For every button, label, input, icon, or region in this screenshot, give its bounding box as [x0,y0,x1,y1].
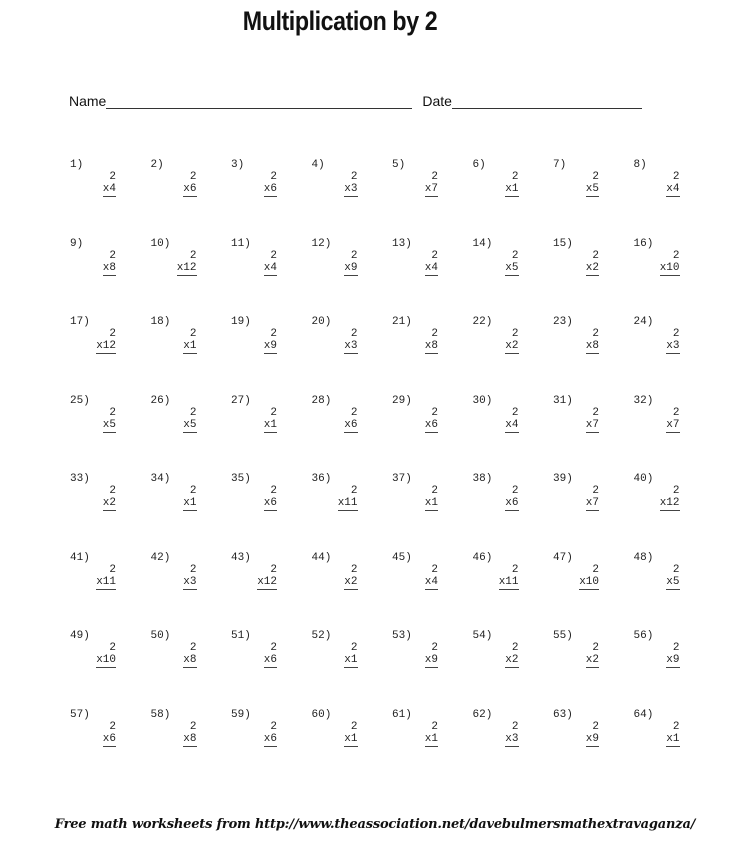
multiplier: x2 [585,654,599,666]
problem-item [392,238,452,288]
problem-number: 7) [553,159,567,171]
problem-item [70,552,130,602]
problem-item [70,709,130,759]
multiplier: x6 [263,654,277,666]
multiplicand: 2 [511,406,519,419]
multiplicand: 2 [672,171,680,183]
problem-item [473,709,533,759]
problem-number: 17) [70,316,90,328]
problem-number: 39) [553,473,573,485]
problem-number: 10) [150,237,171,250]
problem-item [392,552,452,602]
problem-item [151,552,211,602]
problem-number: 30) [472,394,493,407]
multiplier: x4 [102,183,116,195]
problem-number: 31) [553,394,573,407]
multiplier: x11 [498,575,519,588]
multiplicand: 2 [511,249,519,262]
multiplicand: 2 [672,642,680,654]
multiplier: x2 [505,340,519,352]
multiplier: x9 [263,340,277,352]
multiplicand: 2 [511,720,519,733]
multiplicand: 2 [109,406,116,419]
multiplicand: 2 [511,328,519,340]
problem-item [70,630,130,680]
multiplicand: 2 [270,328,277,340]
problem-number: 19) [231,316,251,328]
problem-item [634,316,694,366]
multiplier: x6 [344,418,358,431]
problem-item [392,709,452,759]
multiplier: x1 [344,732,358,745]
problem-item [231,709,291,759]
problem-number: 13) [392,237,412,250]
problem-item [553,473,613,523]
multiplier: x1 [505,183,519,195]
multiplicand: 2 [672,249,680,262]
multiplier: x3 [183,575,197,588]
problem-number: 50) [150,630,171,642]
problem-number: 48) [633,551,654,564]
problem-item [634,159,694,209]
multiplicand: 2 [350,328,358,340]
problem-number: 40) [633,473,654,485]
multiplier: x7 [666,418,680,431]
problem-number: 14) [472,237,493,250]
problem-number: 42) [150,551,171,564]
problem-number: 38) [472,473,493,485]
multiplier: x8 [585,340,599,352]
problem-item [231,630,291,680]
multiplicand: 2 [189,249,197,262]
multiplier: x1 [666,732,680,745]
multiplier: x7 [585,418,599,431]
problem-item [151,473,211,523]
problem-number: 21) [392,316,412,328]
problem-item [553,238,613,288]
problem-item [151,238,211,288]
date-field[interactable] [452,96,642,109]
problem-number: 27) [231,394,251,407]
problem-number: 4) [311,159,325,171]
problem-number: 57) [70,708,90,721]
multiplier: x10 [659,261,680,274]
multiplicand: 2 [592,406,599,419]
multiplicand: 2 [431,249,438,262]
problem-number: 29) [392,394,412,407]
problem-number: 32) [633,394,654,407]
multiplicand: 2 [431,406,438,419]
problem-item [553,395,613,445]
multiplier: x8 [183,732,197,745]
problem-item [312,238,372,288]
multiplicand: 2 [350,563,358,576]
multiplier: x2 [585,261,599,274]
multiplier: x1 [263,418,277,431]
problem-item [70,159,130,209]
multiplier: x12 [96,340,116,352]
problem-item [231,473,291,523]
problem-number: 1) [70,159,84,171]
problem-item [553,630,613,680]
multiplicand: 2 [511,171,519,183]
multiplier: x5 [585,183,599,195]
problem-number: 8) [633,159,647,171]
multiplier: x6 [263,732,277,745]
multiplier: x4 [424,575,438,588]
problem-number: 25) [70,394,90,407]
problem-number: 16) [633,237,654,250]
multiplicand: 2 [270,642,277,654]
multiplicand: 2 [189,720,197,733]
multiplicand: 2 [350,406,358,419]
multiplicand: 2 [431,563,438,576]
multiplicand: 2 [109,171,116,183]
problem-number: 24) [633,316,654,328]
problem-item [312,395,372,445]
multiplier: x4 [424,261,438,274]
multiplier: x6 [183,183,197,195]
problem-item [231,159,291,209]
multiplier: x6 [102,732,116,745]
problem-item [634,395,694,445]
problem-number: 34) [150,473,171,485]
problem-item [634,552,694,602]
problem-number: 37) [392,473,412,485]
problem-number: 61) [392,708,412,721]
problem-item [473,552,533,602]
multiplier: x2 [505,654,519,666]
multiplicand: 2 [109,328,116,340]
multiplicand: 2 [672,485,680,497]
multiplicand: 2 [592,642,599,654]
multiplicand: 2 [270,485,277,497]
problem-item [392,316,452,366]
problem-item [312,709,372,759]
multiplier: x1 [183,497,197,509]
problem-item [70,316,130,366]
name-label: Name [69,93,107,109]
multiplicand: 2 [109,485,116,497]
problem-number: 56) [633,630,654,642]
multiplicand: 2 [511,485,519,497]
multiplicand: 2 [350,720,358,733]
problem-item [312,159,372,209]
problem-number: 63) [553,708,573,721]
multiplicand: 2 [270,249,277,262]
problem-number: 35) [231,473,251,485]
problem-number: 3) [231,159,245,171]
problem-item [473,395,533,445]
problem-number: 26) [150,394,171,407]
problem-number: 46) [472,551,493,564]
problem-item [151,395,211,445]
problem-number: 45) [392,551,412,564]
multiplier: x4 [666,183,680,195]
page-title: Multiplication by 2 [242,6,438,36]
problem-number: 41) [70,551,90,564]
multiplier: x7 [424,183,438,195]
problem-item [473,238,533,288]
problem-number: 9) [70,237,84,250]
multiplier: x2 [102,497,116,509]
problem-item [312,473,372,523]
problem-item [553,709,613,759]
problem-number: 5) [392,159,406,171]
problem-item [473,473,533,523]
multiplicand: 2 [350,249,358,262]
multiplier: x1 [424,732,438,745]
multiplier: x9 [585,732,599,745]
problem-item [70,473,130,523]
problem-item [553,316,613,366]
multiplicand: 2 [672,563,680,576]
problem-item [151,630,211,680]
multiplier: x6 [424,418,438,431]
problem-number: 53) [392,630,412,642]
multiplier: x9 [666,654,680,666]
multiplicand: 2 [511,563,519,576]
multiplicand: 2 [189,563,197,576]
multiplicand: 2 [592,720,599,733]
problem-number: 2) [150,159,164,171]
problem-number: 51) [231,630,251,642]
multiplier: x6 [505,497,519,509]
problem-item [151,316,211,366]
problem-number: 55) [553,630,573,642]
multiplicand: 2 [511,642,519,654]
multiplicand: 2 [431,720,438,733]
multiplier: x5 [102,418,116,431]
problem-item [553,552,613,602]
multiplicand: 2 [431,171,438,183]
date-label: Date [422,93,452,109]
multiplier: x10 [579,575,599,588]
problem-number: 23) [553,316,573,328]
multiplier: x8 [424,340,438,352]
multiplicand: 2 [431,642,438,654]
multiplier: x12 [257,575,277,588]
multiplicand: 2 [109,249,116,262]
multiplicand: 2 [592,328,599,340]
multiplicand: 2 [672,406,680,419]
problem-number: 6) [472,159,486,171]
problem-item [231,316,291,366]
multiplier: x4 [263,261,277,274]
problem-item [151,709,211,759]
problem-item [312,630,372,680]
problem-number: 49) [70,630,90,642]
problem-item [231,552,291,602]
multiplicand: 2 [270,720,277,733]
problem-item [553,159,613,209]
multiplier: x5 [505,261,519,274]
problem-number: 59) [231,708,251,721]
name-field[interactable] [106,96,412,109]
problem-item [392,395,452,445]
problem-number: 62) [472,708,493,721]
problem-item [231,238,291,288]
multiplicand: 2 [109,720,116,733]
multiplier: x4 [505,418,519,431]
multiplier: x8 [102,261,116,274]
problem-item [70,238,130,288]
problem-number: 52) [311,630,332,642]
name-date-row [69,93,642,109]
multiplier: x9 [424,654,438,666]
multiplicand: 2 [431,328,438,340]
multiplier: x5 [183,418,197,431]
problem-item [151,159,211,209]
multiplicand: 2 [350,171,358,183]
multiplicand: 2 [672,720,680,733]
problem-number: 64) [633,708,654,721]
problem-number: 47) [553,551,573,564]
multiplicand: 2 [672,328,680,340]
problem-number: 15) [553,237,573,250]
problem-item [634,473,694,523]
multiplier: x11 [337,497,358,509]
problem-number: 58) [150,708,171,721]
multiplier: x5 [666,575,680,588]
problem-number: 20) [311,316,332,328]
problem-item [312,552,372,602]
multiplicand: 2 [189,328,197,340]
problem-item [473,159,533,209]
problem-item [473,630,533,680]
problem-item [473,316,533,366]
multiplicand: 2 [431,485,438,497]
problem-item [392,159,452,209]
multiplier: x1 [344,654,358,666]
multiplicand: 2 [189,642,197,654]
multiplicand: 2 [592,485,599,497]
problem-number: 44) [311,551,332,564]
problem-item [312,316,372,366]
multiplier: x9 [344,261,358,274]
multiplicand: 2 [270,406,277,419]
problem-item [634,630,694,680]
multiplicand: 2 [592,249,599,262]
multiplier: x3 [505,732,519,745]
multiplicand: 2 [189,485,197,497]
problem-number: 36) [311,473,332,485]
problem-item [231,395,291,445]
problem-number: 11) [231,237,251,250]
multiplier: x2 [344,575,358,588]
multiplier: x6 [263,497,277,509]
problem-item [392,473,452,523]
problem-item [392,630,452,680]
problem-number: 33) [70,473,90,485]
multiplier: x3 [344,183,358,195]
multiplicand: 2 [350,642,358,654]
problem-item [634,709,694,759]
problem-number: 22) [472,316,493,328]
multiplicand: 2 [270,563,277,576]
problem-number: 60) [311,708,332,721]
multiplier: x12 [176,261,197,274]
multiplicand: 2 [109,563,116,576]
problem-number: 18) [150,316,171,328]
multiplier: x7 [585,497,599,509]
multiplicand: 2 [592,171,599,183]
problem-number: 43) [231,551,251,564]
multiplicand: 2 [350,485,358,497]
multiplier: x1 [183,340,197,352]
problem-item [70,395,130,445]
problem-number: 12) [311,237,332,250]
multiplicand: 2 [189,406,197,419]
multiplier: x11 [96,575,116,588]
multiplier: x1 [424,497,438,509]
problem-item [634,238,694,288]
multiplicand: 2 [189,171,197,183]
multiplier: x10 [96,654,116,666]
multiplicand: 2 [109,642,116,654]
multiplier: x3 [344,340,358,352]
multiplier: x6 [263,183,277,195]
problem-number: 28) [311,394,332,407]
multiplier: x8 [183,654,197,666]
multiplier: x3 [666,340,680,352]
footer-credit: Free math worksheets from http://www.theassociation.net/davebulmersmathextravaganza/ [54,817,696,832]
problem-number: 54) [472,630,493,642]
multiplier: x12 [659,497,680,509]
multiplicand: 2 [270,171,277,183]
multiplicand: 2 [592,563,599,576]
